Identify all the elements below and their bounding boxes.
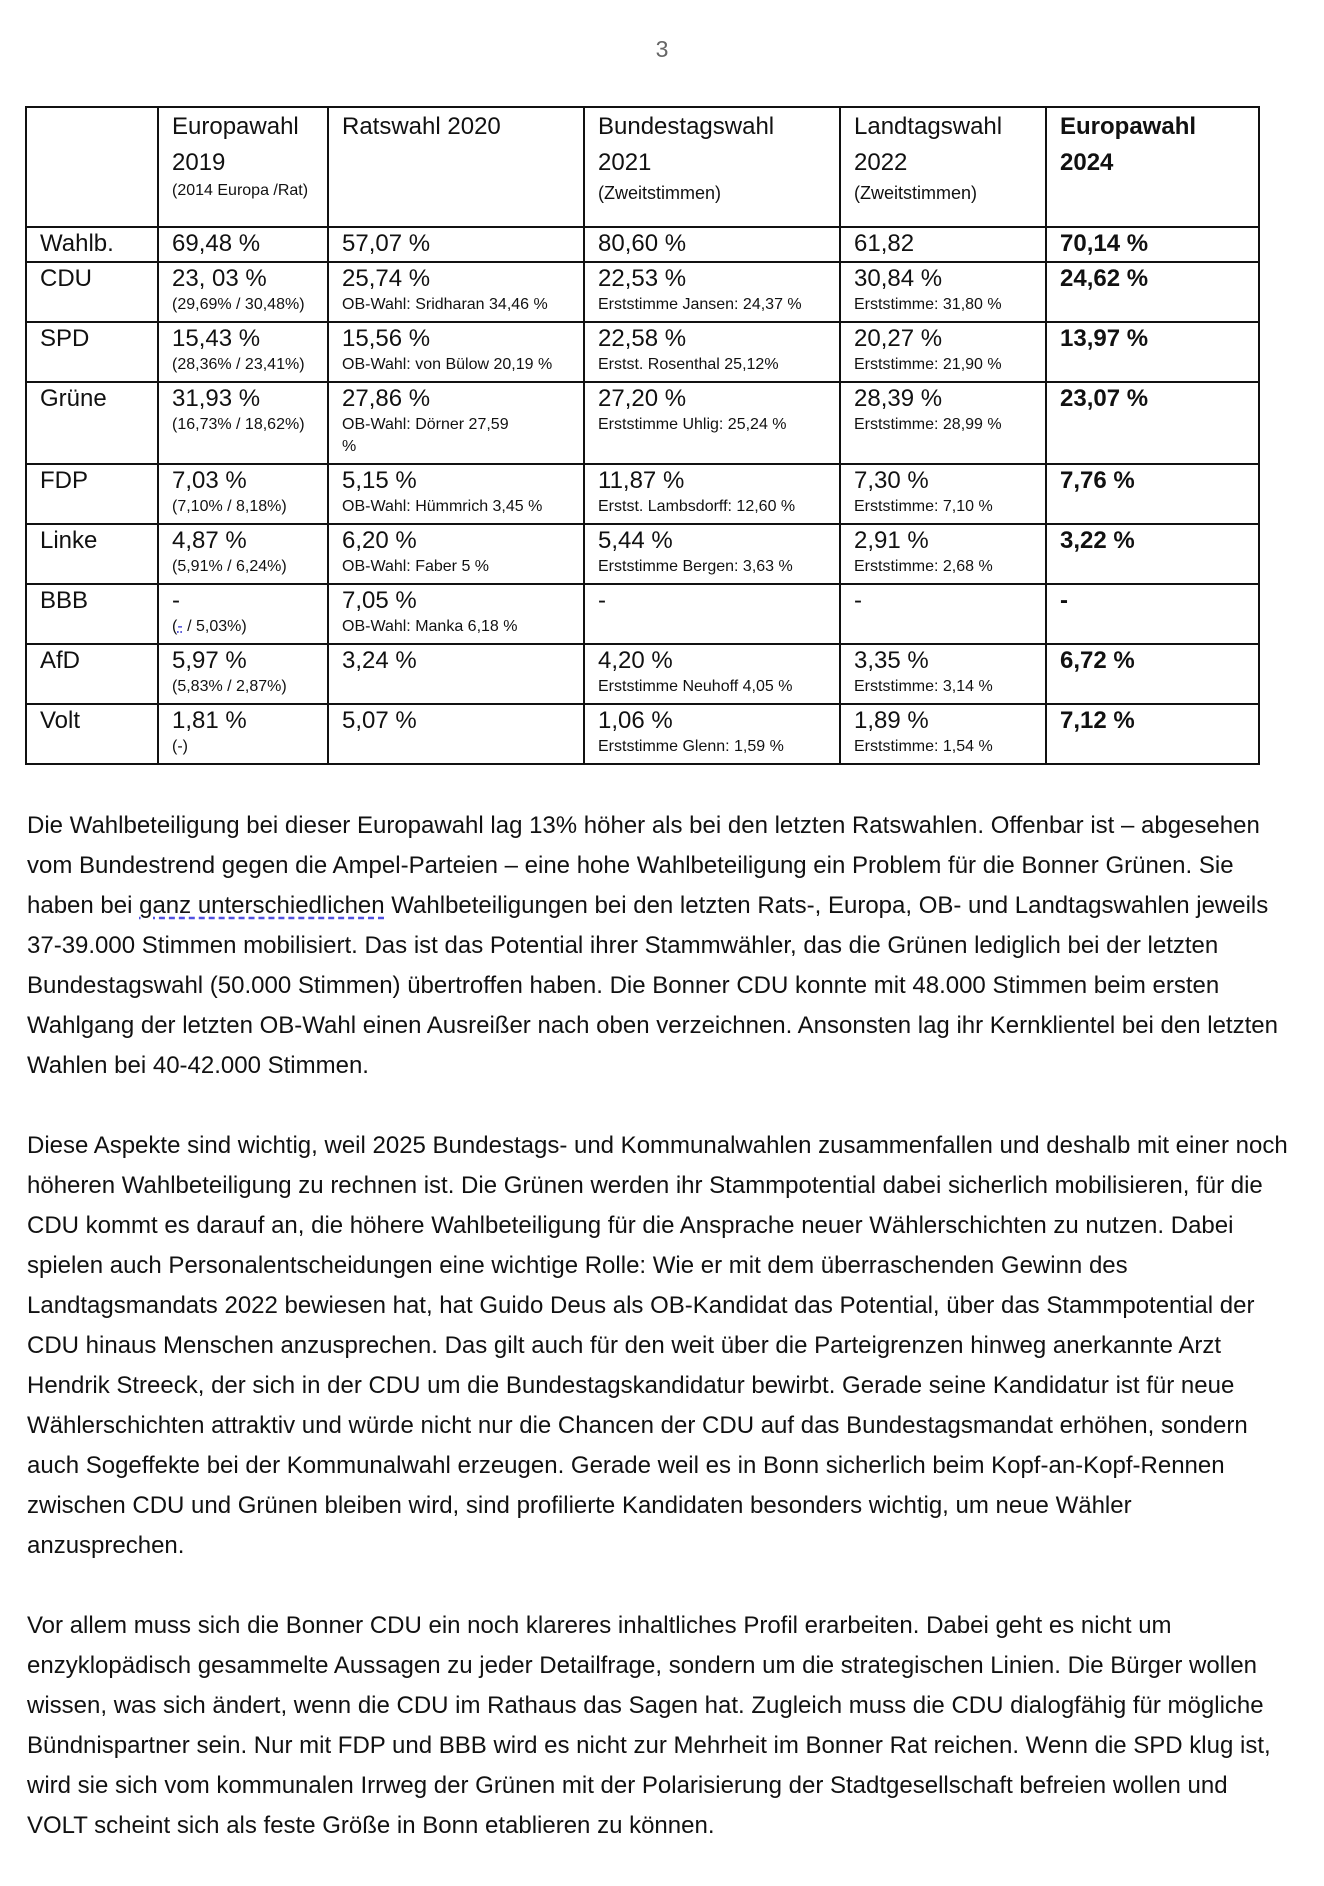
value-cell [328,644,584,704]
party-cell [26,322,158,382]
cell-value: 57,07 % [342,230,431,257]
cell-subvalue: (-) [172,738,188,755]
cell-value: 20,27 % [854,325,943,352]
header-label: Europawahl 2024 [1060,113,1197,176]
party-name: AfD [40,647,81,674]
value-cell [158,584,328,644]
cell-subvalue: (29,69% / 30,48%) [172,296,305,313]
value-cell [328,227,584,262]
party-name: Linke [40,527,98,554]
header-note: (2014 Europa /Rat) [172,182,309,199]
cell-value: 1,06 % [598,707,673,734]
table-row [26,464,1259,524]
value-cell [1046,262,1259,322]
cell-subvalue: OB-Wahl: Dörner 27,59 % [342,416,509,455]
cell-subvalue: (7,10% / 8,18%) [172,498,287,515]
party-cell [26,584,158,644]
cell-value: 22,58 % [598,325,687,352]
header-cell-empty [26,107,158,227]
party-cell [26,262,158,322]
cell-subvalue: Erststimme: 31,80 % [854,296,1002,313]
value-cell [1046,464,1259,524]
cell-subvalue: OB-Wahl: Manka 6,18 % [342,618,518,635]
subvalue-prefix: ( [172,618,178,635]
cell-value: 11,87 % [598,467,685,494]
cell-value: 6,20 % [342,527,417,554]
cell-value: 4,87 % [172,527,247,554]
party-name: Volt [40,707,81,734]
value-cell [840,584,1046,644]
cell-subvalue: OB-Wahl: Hümmrich 3,45 % [342,498,543,515]
body-text [27,806,1292,1886]
cell-value: 23, 03 % [172,265,267,292]
header-cell-bundestagswahl-2021 [584,107,840,227]
value-cell [328,382,584,464]
party-name: CDU [40,265,92,292]
paragraph [27,1606,1292,1846]
cell-subvalue: Erststimme: 1,54 % [854,738,993,755]
cell-subvalue: Erststimme Bergen: 3,63 % [598,558,793,575]
value-cell [1046,524,1259,584]
header-label: Europawahl 2019 [172,113,299,176]
cell-value: 70,14 % [1060,230,1149,257]
value-cell [840,227,1046,262]
table-row [26,227,1259,262]
cell-subvalue: Erststimme Neuhoff 4,05 % [598,678,793,695]
cell-value: 80,60 % [598,230,687,257]
value-cell [328,464,584,524]
cell-value: 30,84 % [854,265,943,292]
election-results-table [25,106,1260,765]
value-cell [328,524,584,584]
value-cell [584,382,840,464]
party-name: Wahlb. [40,230,114,257]
cell-subvalue: Erststimme: 3,14 % [854,678,993,695]
header-cell-ratswahl-2020 [328,107,584,227]
cell-value: 24,62 % [1060,265,1149,292]
party-cell [26,644,158,704]
table-row [26,524,1259,584]
party-name: BBB [40,587,89,614]
value-cell [328,262,584,322]
paragraph-text: Vor allem muss sich die Bonner CDU ein noch klareres inhaltliches Profil erarbeiten. Dabei geht es nicht um enzyklopädisch gesammelte Aussagen zu jeder Detailfrage, sondern um die strategischen Linien. Die Bürger wollen wissen, was sich ändert, wenn die CDU im Rathaus das Sagen hat. Zugleich muss die CDU dialogfähig für mögliche Bündnispartner sein. Nur mit FDP und BBB wird es nicht zur Mehrheit im Bonner Rat reichen. Wenn die SPD klug ist, wird sie sich vom kommunalen Irrweg der Grünen mit der Polarisierung der Stadtgesellschaft befreien wollen und VOLT scheint sich als feste Größe in Bonn etablieren zu können. [27,1612,1271,1839]
cell-value: 6,72 % [1060,647,1135,674]
paragraph-text: Diese Aspekte sind wichtig, weil 2025 Bundestags- und Kommunalwahlen zusammenfallen und deshalb mit einer noch höheren Wahlbeteiligung zu rechnen ist. Die Grünen werden ihr Stammpotential dabei sicherlich mobilisieren, für die CDU kommt es darauf an, die höhere Wahlbeteiligung für die Ansprache neuer Wählerschichten zu nutzen. Dabei spielen auch Personalentscheidungen eine wichtige Rolle: Wie er mit dem überraschenden Gewinn des Landtagsmandats 2022 bewiesen hat, hat Guido Deus als OB-Kandidat das Potential, über das Stammpotential der CDU hinaus Menschen anzusprechen. Das gilt auch für den weit über die Parteigrenzen hinweg anerkannte Arzt Hendrik Streeck, der sich in der CDU um die Bundestagskandidatur bewirbt. Gerade seine Kandidatur ist für neue Wählerschichten attraktiv und würde nicht nur die Chancen der CDU auf das Bundestagsmandat erhöhen, sondern auch Sogeffekte bei der Kommunalwahl erzeugen. Gerade weil es in Bonn sicherlich beim Kopf-an-Kopf-Rennen zwischen CDU und Grünen bleiben wird, sind profilierte Kandidaten besonders wichtig, um neue Wähler anzusprechen. [27,1132,1288,1559]
cell-value: 22,53 % [598,265,687,292]
value-cell [584,227,840,262]
header-label: Ratswahl 2020 [342,113,501,140]
paragraph [27,806,1292,1086]
paragraph [27,1126,1292,1566]
cell-subvalue: Erststimme Uhlig: 25,24 % [598,416,787,433]
cell-value: 7,30 % [854,467,929,494]
value-cell [584,464,840,524]
value-cell [158,704,328,764]
cell-value: 3,35 % [854,647,929,674]
table-row [26,644,1259,704]
cell-value: - [172,587,180,614]
value-cell [1046,584,1259,644]
cell-subvalue: OB-Wahl: Faber 5 % [342,558,490,575]
table-row [26,322,1259,382]
value-cell [840,262,1046,322]
header-label: Bundestagswahl 2021 [598,113,775,176]
value-cell [584,524,840,584]
value-cell [840,524,1046,584]
cell-subvalue: Erststimme: 7,10 % [854,498,993,515]
value-cell [1046,704,1259,764]
party-cell [26,227,158,262]
header-note: (Zweitstimmen) [854,183,978,203]
value-cell [840,464,1046,524]
cell-subvalue: Erststimme Glenn: 1,59 % [598,738,784,755]
cell-value: 2,91 % [854,527,929,554]
value-cell [158,227,328,262]
party-name: SPD [40,325,90,352]
cell-subvalue: OB-Wahl: von Bülow 20,19 % [342,356,553,373]
value-cell [840,644,1046,704]
header-cell-europawahl-2019 [158,107,328,227]
cell-value: 69,48 % [172,230,261,257]
value-cell [1046,322,1259,382]
cell-value: - [1060,587,1068,614]
paragraph-text: Wahlbeteiligungen bei den letzten Rats-, Europa, OB- und Landtagswahlen jeweils 37-39.000 Stimmen mobilisiert. Das ist das Potential ihrer Stammwähler, das die Grünen lediglich bei der letzten Bundestagswahl (50.000 Stimmen) übertroffen haben. Die Bonner CDU konnte mit 48.000 Stimmen beim ersten Wahlgang der letzten OB-Wahl einen Ausreißer nach oben verzeichnen. Ansonsten lag ihr Kernklientel bei den letzten Wahlen bei 40-42.000 Stimmen. [27,892,1278,1079]
cell-value: 7,03 % [172,467,247,494]
cell-subvalue: (5,83% / 2,87%) [172,678,287,695]
value-cell [584,644,840,704]
cell-value: 1,89 % [854,707,929,734]
value-cell [584,322,840,382]
cell-value: 5,15 % [342,467,417,494]
subvalue-rest: / 5,03%) [182,618,247,635]
table-row [26,382,1259,464]
value-cell [158,322,328,382]
spellcheck-marked-text: ganz unterschiedlichen [139,892,385,919]
party-cell [26,704,158,764]
cell-value: 27,20 % [598,385,687,412]
cell-subvalue: (28,36% / 23,41%) [172,356,305,373]
party-name: Grüne [40,385,107,412]
value-cell [1046,227,1259,262]
cell-value: - [598,587,606,614]
paragraph-text: Die Wahlbeteiligung bei dieser Europawahl lag 13% höher als bei den letzten Ratswahlen. Offenbar ist – abgesehen vom Bundestrend gegen die Ampel-Parteien – eine hohe Wahlbeteiligung ein Problem für die Bonner Grünen. Sie haben bei [27,812,1260,919]
cell-subvalue: Erststimme: 21,90 % [854,356,1002,373]
cell-subvalue [172,616,319,638]
value-cell [158,262,328,322]
table-row [26,262,1259,322]
cell-subvalue: OB-Wahl: Sridharan 34,46 % [342,296,548,313]
header-note: (Zweitstimmen) [598,183,722,203]
cell-subvalue: (16,73% / 18,62%) [172,416,305,433]
table-body [26,227,1259,764]
table-row [26,584,1259,644]
value-cell [584,704,840,764]
header-cell-europawahl-2024 [1046,107,1259,227]
cell-value: 13,97 % [1060,325,1149,352]
cell-value: 5,97 % [172,647,247,674]
cell-value: - [854,587,862,614]
cell-value: 15,56 % [342,325,431,352]
subvalue-marked-dash: - [177,618,183,635]
value-cell [328,704,584,764]
cell-subvalue: Erststimme: 2,68 % [854,558,993,575]
cell-subvalue: Erstst. Lambsdorff: 12,60 % [598,498,796,515]
cell-value: 28,39 % [854,385,943,412]
value-cell [1046,382,1259,464]
cell-subvalue: (5,91% / 6,24%) [172,558,287,575]
cell-value: 27,86 % [342,385,431,412]
value-cell [584,584,840,644]
value-cell [840,322,1046,382]
cell-value: 7,12 % [1060,707,1135,734]
value-cell [1046,644,1259,704]
cell-subvalue: Erststimme: 28,99 % [854,416,1002,433]
party-cell [26,464,158,524]
cell-value: 5,44 % [598,527,673,554]
value-cell [840,382,1046,464]
cell-value: 5,07 % [342,707,417,734]
header-cell-landtagswahl-2022 [840,107,1046,227]
value-cell [328,584,584,644]
cell-subvalue: Erststimme Jansen: 24,37 % [598,296,802,313]
cell-value: 23,07 % [1060,385,1149,412]
party-name: FDP [40,467,88,494]
value-cell [584,262,840,322]
cell-value: 3,24 % [342,647,417,674]
cell-value: 7,05 % [342,587,417,614]
page-number: 3 [655,36,669,62]
cell-value: 3,22 % [1060,527,1135,554]
value-cell [158,524,328,584]
cell-value: 1,81 % [172,707,247,734]
value-cell [328,322,584,382]
cell-subvalue: Erstst. Rosenthal 25,12% [598,356,779,373]
value-cell [158,382,328,464]
cell-value: 4,20 % [598,647,673,674]
value-cell [158,464,328,524]
cell-value: 7,76 % [1060,467,1135,494]
value-cell [840,704,1046,764]
cell-value: 15,43 % [172,325,261,352]
party-cell [26,524,158,584]
header-label: Landtagswahl 2022 [854,113,1003,176]
cell-value: 61,82 [854,230,915,257]
value-cell [158,644,328,704]
cell-value: 25,74 % [342,265,431,292]
table-row [26,704,1259,764]
party-cell [26,382,158,464]
cell-value: 31,93 % [172,385,261,412]
table-header [26,107,1259,227]
